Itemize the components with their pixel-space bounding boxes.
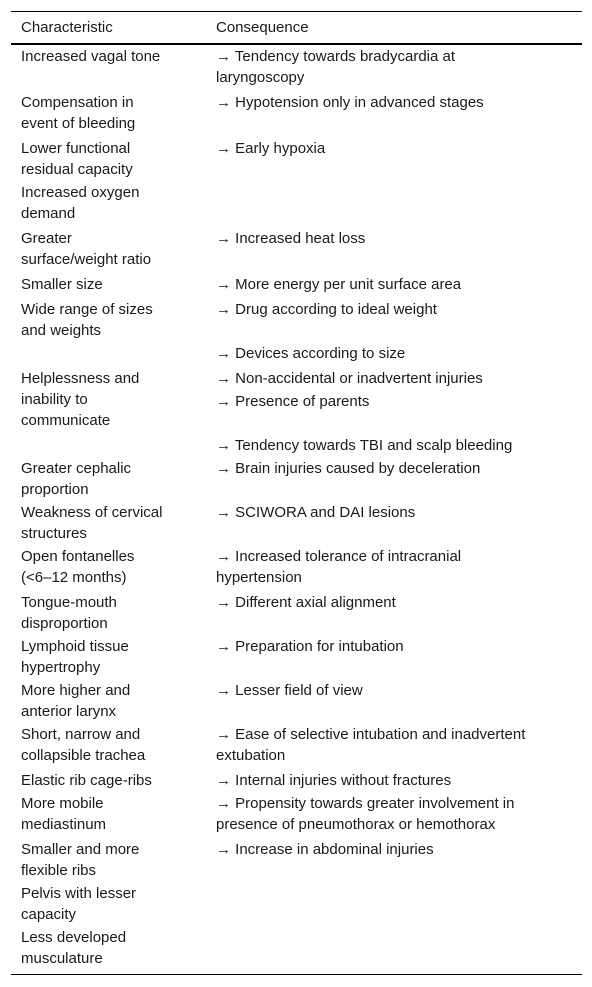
- consequence-cell: → Increased heat loss: [216, 230, 366, 247]
- consequence-cell: → Ease of selective intubation and inadvertent: [216, 726, 526, 743]
- consequence-cell: presence of pneumothorax or hemothorax: [216, 816, 496, 833]
- characteristic-cell: More mobile: [21, 795, 104, 812]
- consequence-cell: → More energy per unit surface area: [216, 276, 462, 293]
- characteristic-cell: disproportion: [21, 615, 108, 632]
- characteristic-cell: Helplessness and: [21, 370, 140, 387]
- characteristic-cell: collapsible trachea: [21, 747, 146, 764]
- consequence-cell: → Devices according to size: [216, 345, 406, 362]
- characteristic-cell: Pelvis with lesser: [21, 885, 137, 902]
- characteristic-cell: structures: [21, 525, 87, 542]
- consequence-cell: → Different axial alignment: [216, 594, 396, 611]
- characteristic-cell: Increased vagal tone: [21, 48, 161, 65]
- characteristic-cell: surface/weight ratio: [21, 251, 152, 268]
- consequence-cell: → Internal injuries without fractures: [216, 772, 452, 789]
- consequence-cell: extubation: [216, 747, 286, 764]
- characteristic-cell: Smaller and more: [21, 841, 140, 858]
- characteristic-cell: More higher and: [21, 682, 131, 699]
- consequence-cell: → Presence of parents: [216, 393, 370, 410]
- header-rule: [11, 43, 582, 45]
- consequence-cell: → Brain injuries caused by deceleration: [216, 460, 481, 477]
- characteristic-cell: Lymphoid tissue: [21, 638, 129, 655]
- characteristic-cell: residual capacity: [21, 161, 133, 178]
- consequence-cell: hypertension: [216, 569, 302, 586]
- characteristic-cell: communicate: [21, 412, 111, 429]
- consequence-cell: laryngoscopy: [216, 69, 305, 86]
- header-consequence: Consequence: [216, 19, 309, 36]
- characteristic-cell: Increased oxygen: [21, 184, 140, 201]
- consequence-cell: → Hypotension only in advanced stages: [216, 94, 484, 111]
- consequence-cell: → Lesser field of view: [216, 682, 363, 699]
- characteristic-cell: proportion: [21, 481, 89, 498]
- characteristic-cell: Open fontanelles: [21, 548, 135, 565]
- characteristic-cell: demand: [21, 205, 76, 222]
- consequence-cell: → Increase in abdominal injuries: [216, 841, 434, 858]
- consequence-cell: → Tendency towards TBI and scalp bleeding: [216, 437, 513, 454]
- characteristic-cell: Greater cephalic: [21, 460, 132, 477]
- consequence-cell: → Propensity towards greater involvement in: [216, 795, 515, 812]
- characteristic-cell: Lower functional: [21, 140, 131, 157]
- characteristic-cell: Smaller size: [21, 276, 103, 293]
- characteristic-cell: capacity: [21, 906, 77, 923]
- characteristic-cell: event of bleeding: [21, 115, 136, 132]
- consequence-cell: → Preparation for intubation: [216, 638, 404, 655]
- characteristic-cell: flexible ribs: [21, 862, 97, 879]
- characteristic-cell: and weights: [21, 322, 102, 339]
- table-top-rule: [11, 11, 582, 12]
- characteristic-cell: Elastic rib cage-ribs: [21, 772, 152, 789]
- characteristic-cell: Tongue-mouth: [21, 594, 117, 611]
- consequence-cell: → SCIWORA and DAI lesions: [216, 504, 416, 521]
- characteristic-cell: Less developed: [21, 929, 127, 946]
- characteristic-cell: mediastinum: [21, 816, 107, 833]
- characteristic-cell: Wide range of sizes: [21, 301, 153, 318]
- characteristic-cell: Weakness of cervical: [21, 504, 163, 521]
- characteristic-cell: inability to: [21, 391, 88, 408]
- table-bottom-rule: [11, 974, 582, 975]
- consequence-cell: → Increased tolerance of intracranial: [216, 548, 462, 565]
- consequence-cell: → Tendency towards bradycardia at: [216, 48, 456, 65]
- characteristic-cell: musculature: [21, 950, 103, 967]
- header-characteristic: Characteristic: [21, 19, 113, 36]
- characteristic-cell: hypertrophy: [21, 659, 101, 676]
- consequence-cell: → Drug according to ideal weight: [216, 301, 437, 318]
- characteristic-cell: Short, narrow and: [21, 726, 141, 743]
- characteristic-cell: Compensation in: [21, 94, 134, 111]
- characteristic-cell: Greater: [21, 230, 72, 247]
- consequence-cell: → Early hypoxia: [216, 140, 326, 157]
- characteristic-cell: (<6–12 months): [21, 569, 127, 586]
- characteristic-cell: anterior larynx: [21, 703, 117, 720]
- consequence-cell: → Non-accidental or inadvertent injuries: [216, 370, 483, 387]
